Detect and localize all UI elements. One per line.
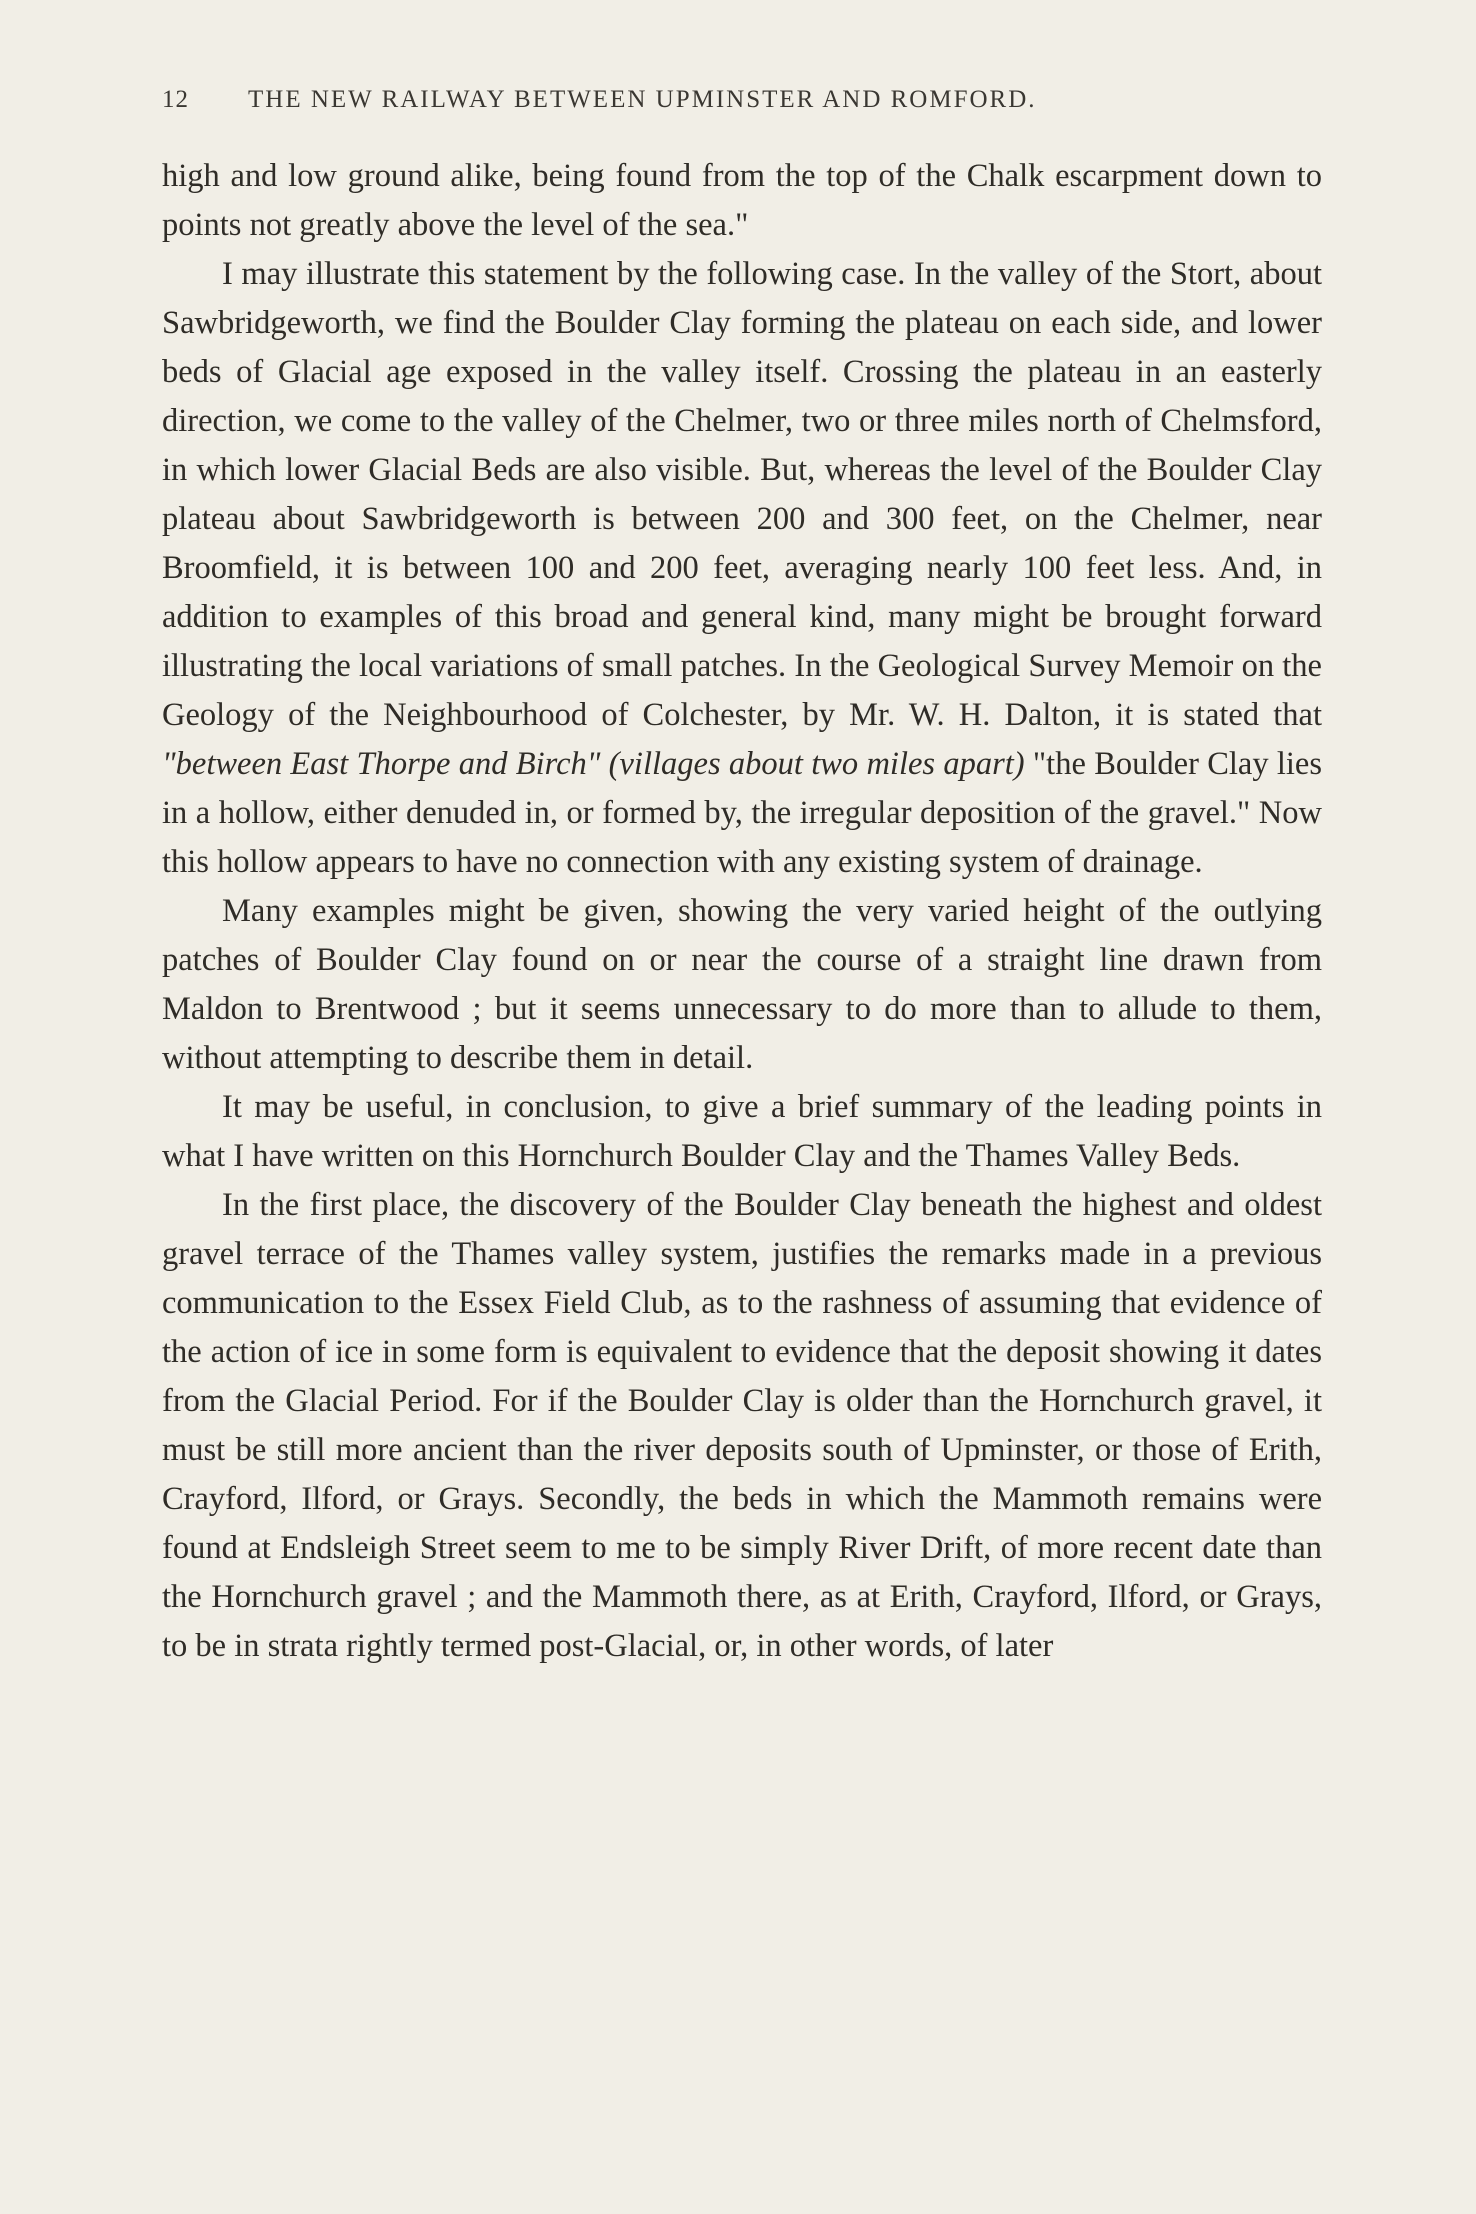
- paragraph-2-text-b: "the Boulder Clay lies in a hollow, either denuded in, or formed by, the irregular deposition of the gravel." Now this hollow appears to have no connection with any existing system of drainage.: [162, 746, 1322, 880]
- paragraph-2-text-a: I may illustrate this statement by the following case. In the valley of the Stort, about Sawbridgeworth, we find the Boulder Clay forming the plateau on each side, and lower beds of Glacial age exposed in the valley itself. Crossing the plateau in an easterly direction, we come to the valley of the Chelmer, two or three miles north of Chelmsford, in which lower Glacial Beds are also visible. But, whereas the level of the Boulder Clay plateau about Sawbridgeworth is between 200 and 300 feet, on the Chelmer, near Broomfield, it is between 100 and 200 feet, averaging nearly 100 feet less. And, in addition to examples of this broad and general kind, many might be brought forward illustrating the local variations of small patches. In the Geological Survey Memoir on the Geology of the Neighbourhood of Colchester, by Mr. W. H. Dalton, it is stated that: [162, 256, 1322, 733]
- page-number: 12: [162, 86, 189, 113]
- paragraph-4: It may be useful, in conclusion, to give a brief summary of the leading points in what I have written on this Hornchurch Boulder Clay and the Thames Valley Beds.: [162, 1089, 1322, 1174]
- paragraph-3: Many examples might be given, showing the very varied height of the outlying patches of Boulder Clay found on or near the course of a straight line drawn from Maldon to Brentwood ; but it seems unnecessary to do more than to allude to them, without attempting to describe them in detail.: [162, 893, 1322, 1076]
- running-title: THE NEW RAILWAY BETWEEN UPMINSTER AND ROMFORD.: [248, 86, 1037, 113]
- paragraph-2: [162, 250, 1322, 887]
- paragraph-5: In the first place, the discovery of the Boulder Clay beneath the highest and oldest gravel terrace of the Thames valley system, justifies the remarks made in a previous communication to the Essex Field Club, as to the rashness of assuming that evidence of the action of ice in some form is equivalent to evidence that the deposit showing it dates from the Glacial Period. For if the Boulder Clay is older than the Hornchurch gravel, it must be still more ancient than the river deposits south of Upminster, or those of Erith, Crayford, Ilford, or Grays. Secondly, the beds in which the Mammoth remains were found at Endsleigh Street seem to me to be simply River Drift, of more recent date than the Hornchurch gravel ; and the Mammoth there, as at Erith, Crayford, Ilford, or Grays, to be in strata rightly termed post-Glacial, or, in other words, of later: [162, 1187, 1322, 1664]
- body-text: [162, 152, 1322, 1671]
- paragraph-1: high and low ground alike, being found from the top of the Chalk escarpment down to points not greatly above the level of the sea.": [162, 158, 1322, 243]
- running-head: [162, 82, 1322, 118]
- paragraph-2-quotation-italic: "between East Thorpe and Birch" (villages about two miles apart): [162, 746, 1025, 782]
